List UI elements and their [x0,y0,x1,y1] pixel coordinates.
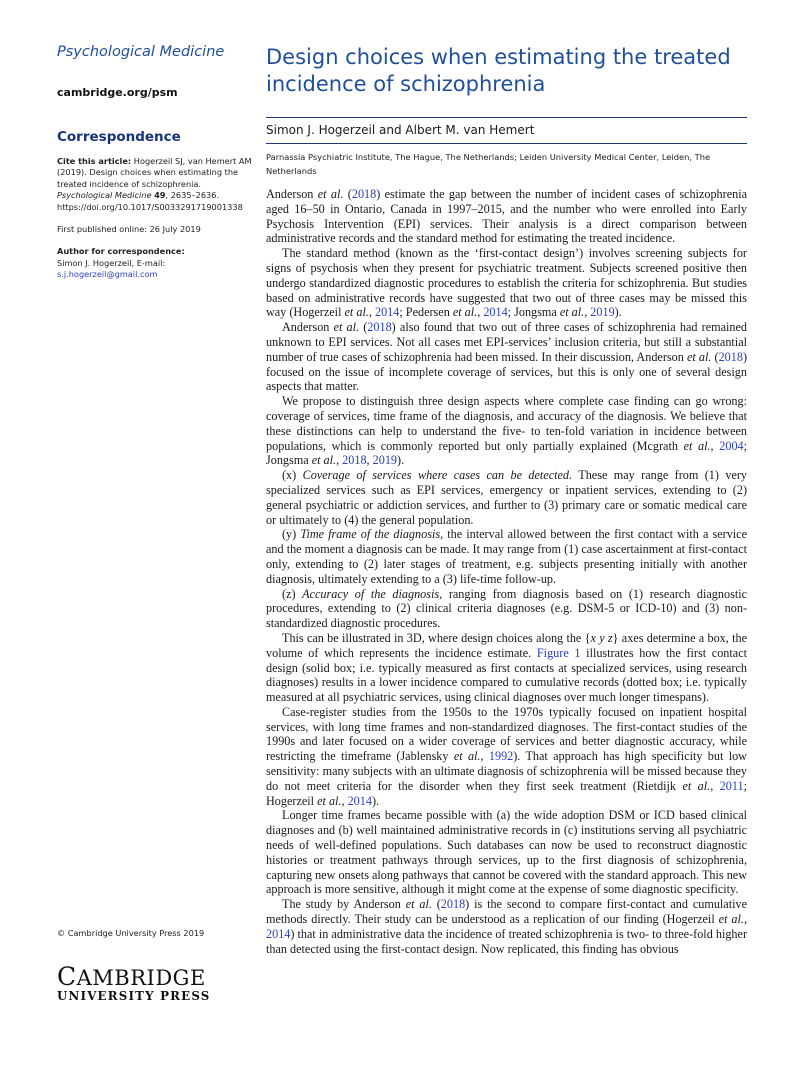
reference-link[interactable]: 2018 [367,320,392,335]
correspondence-email-link[interactable]: s.j.hogerzeil@gmail.com [57,269,158,280]
paragraph-4: We propose to distinguish three design aspects where complete case finding can go wrong: coverage of services, time frame of the diagnosis, and accuracy of the diagnosis. We believe that these distinctions can help to understand the five- to ten-fold variation in incidence between populations, which is commonly reported but only partially explained (Mcgrath et al., 2004; Jongsma et al., 2018, 2019). [266,394,748,468]
logo-initial: C [57,962,77,991]
paragraph-8: This can be illustrated in 3D, where design choices along the {x y z} axes determine a box, the volume of which represents the incidence estimate. Figure 1 illustrates how the first contact design (solid box; i.e. typically measured as first contacts at specialized services, using research diagnoses) results in a lower incidence compared to cumulative records (dotted box; i.e. typically measured at all psychiatric services, using clinical diagnoses over much longer timespans). [266,630,748,705]
paragraph-11: The study by Anderson et al. (2018) is the second to compare first-contact and cumulative methods directly. Their study can be understood as a replication of our finding (Hogerzeil et al., 2014) that in administrative data the incidence of treated schizophrenia is two- to three-fold higher than detected using the first-contact design. Now replicated, this finding has obvious [266,897,747,956]
article-title: Design choices when estimating the treated incidence of schizophrenia [266,45,731,96]
reference-link[interactable]: 2019 [590,305,615,320]
article-main [266,44,747,956]
correspondence-block [57,246,253,280]
sidebar [57,44,253,281]
reference-link[interactable]: 2018 [718,349,743,364]
paragraph-3: Anderson et al. (2018) also found that two out of three cases of schizophrenia had remained unknown to EPI services. Not all cases met EPI-services’ inclusion criteria, but still a substantial number of true cases of schizophrenia had been missed. In their discussion, Anderson et al. (2018) focused on the issue of incomplete coverage of services, but this is only one of several design aspects that matter. [266,320,748,394]
reference-link[interactable]: 2018 [342,453,367,468]
cite-journal: Psychological Medicine [57,190,152,201]
paragraph-coverage: (x) Coverage of services where cases can be detected. These may range from (1) very specialized services such as EPI services, emergency or inpatient services, extending to (2) general psychiatric or addiction services, and further to (3) primary care or somatic medical care or ultimately to (4) the general population. [266,468,748,527]
cite-label: Cite this article: [57,156,132,166]
correspondence-text: Simon J. Hogerzeil, E-mail: [57,257,166,268]
reference-link[interactable]: 2014 [483,305,508,320]
affiliation: Parnassia Psychiatric Institute, The Hague, The Netherlands; Leiden University Medical Center, Leiden, The Netherlands [266,152,711,176]
reference-link[interactable]: 2004 [719,438,744,453]
cite-text: Hogerzeil SJ, van Hemert AM (2019). Design choices when estimating the treated incidence of schizophrenia. [57,156,252,189]
paragraph-10: Longer time frames became possible with (a) the wide adoption DSM or ICD based clinical diagnoses and (b) well maintained administrative records in (c) institutions serving all psychiatric needs of well-defined populations. Such databases can now be used to reconstruct diagnostic histories or treatment pathways through services, up to the first diagnosis of schizophrenia, capturing new onsets along pathways that cannot be covered with the standard approach. This new approach is more sensitive, although it might come at the expense of some diagnostic specificity. [266,808,747,897]
reference-link[interactable]: 2011 [719,778,744,793]
logo-top-text: AMBRIDGE [76,966,206,990]
figure-link[interactable]: Figure 1 [536,645,581,660]
author-divider [266,143,747,144]
copyright-notice: © Cambridge University Press 2019 [57,928,205,938]
paragraph-1: Anderson et al. (2018) estimate the gap between the number of incident cases of schizophrenia aged 16–50 in Ontario, Canada in 1997–2015, and the number who were enrolled into Early Psychosis Intervention (EPI) services. Their analysis is a direct comparison between administrative records and the standard method for estimating the treated incidence. [266,187,747,246]
article-type-label: Correspondence [57,129,181,145]
reference-link[interactable]: 2014 [374,305,400,320]
paragraph-2: The standard method (known as the ‘first-contact design’) involves screening subjects for signs of psychosis when they present for psychiatric treatment. Subjects screened positive then undergo standardized diagnostic procedures to establish the criteria for schizophrenia. But studies based on administrative records have suggested that two out of three cases may be missed this way (Hogerzeil et al., 2014; Pedersen et al., 2014; Jongsma et al., 2019). [266,246,747,320]
reference-link[interactable]: 2018 [440,897,466,912]
logo-bottom-text: UNIVERSITY PRESS [57,989,211,1003]
reference-link[interactable]: 2014 [266,926,291,941]
article-body [266,187,747,956]
cite-volume: 49 [154,190,166,201]
reference-link[interactable]: 2014 [347,793,372,808]
reference-link[interactable]: 1992 [488,749,514,764]
journal-site-link[interactable]: cambridge.org/psm [57,86,178,99]
publication-date: First published online: 26 July 2019 [57,224,201,235]
journal-name: Psychological Medicine [57,44,225,60]
reference-link[interactable]: 2019 [372,453,398,468]
paragraph-9: Case-register studies from the 1950s to the 1970s typically focused on inpatient hospital services, with long time frames and non-standardized diagnoses. The first-contact studies of the 1990s and later focused on a wider coverage of services and better diagnostic accuracy, while restricting the timeframe (Jablensky et al., 1992). That approach has high specificity but low sensitivity: many subjects with an ultimate diagnosis of schizophrenia will be missed because they do not meet criteria for the disorder when they first seek treatment (Rietdijk et al., 2011; Hogerzeil et al., 2014). [266,704,747,808]
correspondence-label: Author for correspondence: [57,246,185,257]
cite-doi[interactable]: , 2635–2636. https://doi.org/10.1017/S0033291719001338 [57,190,243,212]
paragraph-accuracy: (z) Accuracy of the diagnosis, ranging from diagnosis based on (1) research diagnostic procedures, extending to (2) clinical criteria diagnoses (e.g. DSM-5 or ICD-10) and (3) non-standardized diagnostic procedures. [266,586,748,631]
reference-link[interactable]: 2018 [351,187,377,201]
author-list: Simon J. Hogerzeil and Albert M. van Hemert [266,123,535,137]
cambridge-logo [57,962,211,1003]
citation-block [57,156,253,213]
paragraph-timeframe: (y) Time frame of the diagnosis, the interval allowed between the first contact with a service and the moment a diagnosis can be made. It may range from (1) case ascertainment at first-contact only, extending to (2) later stages of treatment, e.g. subjects presenting initially with another diagnosis, ultimately extending to a (3) life-time follow-up. [266,527,748,586]
